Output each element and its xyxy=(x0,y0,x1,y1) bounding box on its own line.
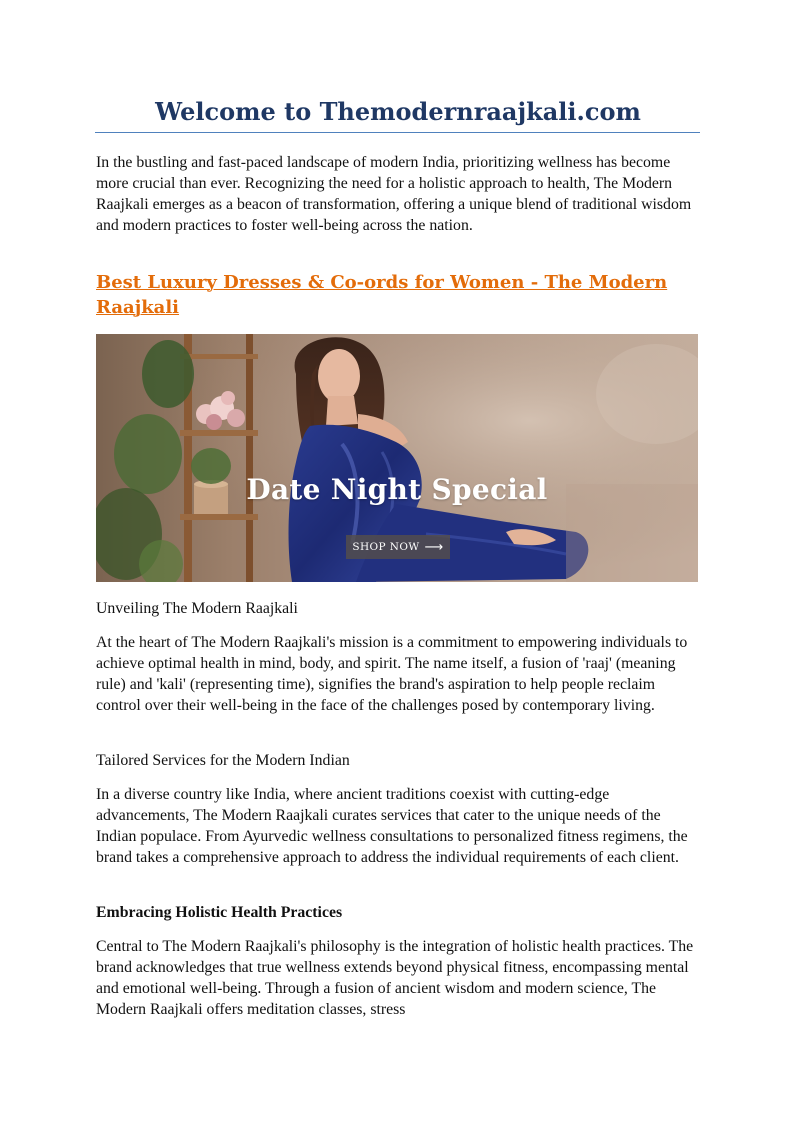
intro-paragraph: In the bustling and fast-paced landscape of modern India, prioritizing wellness has become more crucial than ever. Recognizing the need for a holistic approach to health, The Modern Raajkali emerges as a beacon of transformation, offering a unique blend of traditional wisdom and modern practices to foster well-being across the nation. xyxy=(96,154,692,234)
section-mission-paragraph: At the heart of The Modern Raajkali's mission is a commitment to empowering individuals to achieve optimal health in mind, body, and spirit. The name itself, a fusion of 'raaj' (meaning rule) and 'kali' (representing time), signifies the brand's aspiration to help people reclaim control over their well-being in the face of the challenges posed by contemporary living. xyxy=(96,634,688,714)
product-link-heading[interactable]: Best Luxury Dresses & Co-ords for Women - The Modern Raajkali xyxy=(96,272,668,318)
title-underline-rule xyxy=(95,132,700,133)
promo-banner[interactable] xyxy=(96,334,698,582)
shop-now-button[interactable] xyxy=(346,535,450,559)
page-title: Welcome to Themodernraajkali.com xyxy=(155,97,641,126)
section-holistic-paragraph: Central to The Modern Raajkali's philosophy is the integration of holistic health practices. The brand acknowledges that true wellness extends beyond physical fitness, encompassing mental and emotional well-being. Through a fusion of ancient wisdom and modern science, The Modern Raajkali offers meditation classes, stress xyxy=(96,938,694,1018)
section-holistic-heading: Embracing Holistic Health Practices xyxy=(96,904,343,921)
shop-now-label: SHOP NOW xyxy=(352,541,420,553)
section-services-paragraph: In a diverse country like India, where ancient traditions coexist with cutting-edge advancements, The Modern Raajkali curates services that cater to the unique needs of the Indian populace. From Ayurvedic wellness consultations to personalized fitness regimens, the brand takes a comprehensive approach to address the individual requirements of each client. xyxy=(96,786,688,866)
section-unveiling-heading: Unveiling The Modern Raajkali xyxy=(96,600,298,617)
banner-headline: Date Night Special xyxy=(246,473,548,506)
section-tailored-heading: Tailored Services for the Modern Indian xyxy=(96,752,350,769)
arrow-right-icon: ⟶ xyxy=(424,539,444,555)
